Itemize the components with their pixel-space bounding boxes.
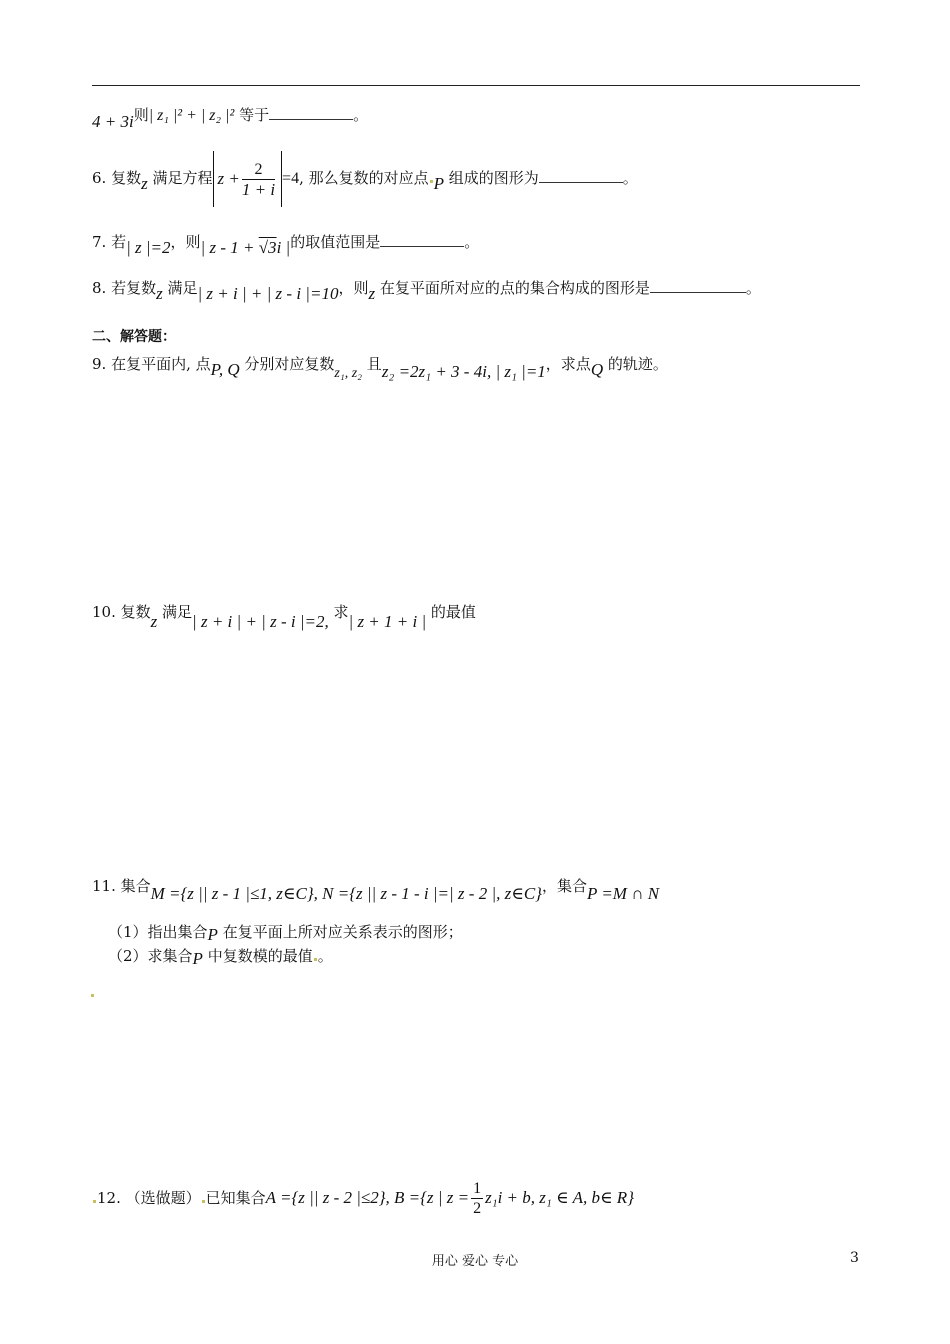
header-rule bbox=[92, 85, 860, 86]
q11-P: P =M ∩ N bbox=[587, 884, 660, 903]
q6-P: P bbox=[433, 174, 445, 193]
question-6 bbox=[92, 150, 638, 207]
q6-z-plus: z + bbox=[217, 169, 240, 188]
q12-frac-num: 1 bbox=[473, 1179, 482, 1197]
q11-sub2-end: 。 bbox=[317, 947, 333, 965]
q11-number: 11. 集合 bbox=[92, 877, 151, 895]
q12-frac-den: 2 bbox=[473, 1199, 482, 1217]
stray-dot bbox=[91, 994, 94, 997]
math-4-3i: 4 + 3i bbox=[92, 112, 134, 131]
q12-number: 12. （选做题） bbox=[97, 1189, 201, 1207]
q6-frac-num: 2 bbox=[242, 161, 275, 180]
q6-text2: , 那么复数的对应点 bbox=[299, 169, 429, 187]
q6-frac-den: 1 + i bbox=[241, 179, 276, 199]
q6-z: z bbox=[141, 174, 148, 193]
q9-Q: Q bbox=[590, 360, 604, 379]
q10-text3: 的最值 bbox=[426, 603, 476, 621]
q8-cond: | z + i | + | z - i |=10 bbox=[197, 284, 339, 303]
q11-sub2 bbox=[108, 946, 333, 966]
q8-answer-blank bbox=[650, 278, 746, 293]
text-end: 。 bbox=[353, 106, 369, 124]
q9-text2: 且 bbox=[362, 355, 382, 373]
q11-sets: M ={z || z - 1 |≤1, z∈C}, N ={z || z - 1 - i |=| z - 2 |, z∈C} bbox=[150, 884, 542, 903]
q11-dot bbox=[314, 958, 317, 961]
text-ze: 则 bbox=[133, 106, 149, 124]
q11-sub2-a: （2）求集合 bbox=[108, 947, 193, 965]
question-7 bbox=[92, 232, 480, 257]
q12-dot-a bbox=[93, 1200, 96, 1203]
q6-text3: 组成的图形为 bbox=[444, 169, 539, 187]
q10-text1: 满足 bbox=[157, 603, 193, 621]
page-number: 3 bbox=[850, 1250, 859, 1266]
q9-cond: z₂ =2z₁ + 3 - 4i, | z₁ |=1 bbox=[381, 362, 546, 381]
q11-text1: ，集合 bbox=[541, 877, 587, 895]
question-8 bbox=[92, 278, 761, 303]
q8-number: 8. 若复数 bbox=[92, 279, 157, 297]
q6-end: 。 bbox=[622, 169, 638, 187]
answer-blank-top bbox=[269, 105, 353, 120]
q7-end: 。 bbox=[464, 233, 480, 251]
q8-text1: 满足 bbox=[162, 279, 198, 297]
q6-abs bbox=[213, 151, 283, 207]
text-dengyu: 等于 bbox=[239, 106, 270, 124]
q12-B-rest: z₁i + b, z₁ ∈ A, b∈ R} bbox=[485, 1188, 634, 1207]
q8-text2: ，则 bbox=[338, 279, 369, 297]
q7-number: 7. 若 bbox=[92, 233, 127, 251]
q10-z: z bbox=[150, 612, 158, 631]
q12-dot-b bbox=[202, 1200, 205, 1203]
line-top bbox=[92, 106, 369, 133]
q6-number: 6. 复数 bbox=[92, 169, 142, 187]
q11-sub2-b: 中复数模的最值 bbox=[202, 947, 313, 965]
q11-sub1 bbox=[108, 922, 463, 942]
q9-text4: 的轨迹。 bbox=[603, 355, 668, 373]
q8-end: 。 bbox=[745, 279, 761, 297]
q8-z2: z bbox=[368, 284, 376, 303]
q6-answer-blank bbox=[539, 168, 623, 183]
q7-sqrt: √3 bbox=[258, 238, 277, 257]
math-modulus-sum: | z₁ |² + | z₂ |² bbox=[148, 107, 235, 124]
q12-fraction bbox=[471, 1180, 483, 1219]
q9-text3: ，求点 bbox=[545, 355, 591, 373]
q9-z1z2: z₁, z₂ bbox=[334, 366, 363, 381]
q12-sets: A ={z || z - 2 |≤2}, B ={z | z = bbox=[265, 1188, 470, 1207]
q6-fraction bbox=[242, 161, 275, 200]
q11-sub1-P: P bbox=[207, 925, 218, 944]
q7-expr bbox=[201, 238, 291, 257]
q6-dot bbox=[430, 180, 433, 183]
question-11 bbox=[92, 876, 660, 903]
q9-number: 9. 在复平面内, 点 bbox=[92, 355, 211, 373]
question-10 bbox=[92, 602, 476, 631]
q6-eq4: =4 bbox=[282, 170, 300, 187]
question-12 bbox=[92, 1176, 634, 1220]
q12-text1: 已知集合 bbox=[205, 1189, 266, 1207]
q10-number: 10. 复数 bbox=[92, 603, 151, 621]
q11-sub1-b: 在复平面上所对应关系表示的图形； bbox=[217, 923, 463, 941]
q8-text3: 在复平面所对应的点的集合构成的图形是 bbox=[375, 279, 650, 297]
q7-expr-a: | z - 1 + bbox=[200, 238, 259, 257]
q7-text1: ，则 bbox=[170, 233, 201, 251]
q7-expr-b: i | bbox=[276, 238, 291, 257]
q9-text1: 分别对应复数 bbox=[239, 355, 335, 373]
section-heading: 二、解答题： bbox=[92, 329, 176, 345]
question-9 bbox=[92, 354, 668, 381]
q7-cond: | z |=2 bbox=[126, 238, 171, 257]
q8-z: z bbox=[156, 284, 163, 303]
q11-sub2-P: P bbox=[192, 949, 203, 968]
q10-expr: | z + 1 + i | bbox=[348, 612, 427, 631]
q7-text2: 的取值范围是 bbox=[290, 233, 381, 251]
footer-slogan: 用心 爱心 专心 bbox=[431, 1254, 519, 1269]
q7-answer-blank bbox=[380, 232, 464, 247]
q11-sub1-a: （1）指出集合 bbox=[108, 923, 208, 941]
q10-cond: | z + i | + | z - i |=2, bbox=[192, 612, 329, 631]
q6-text1: 满足方程 bbox=[147, 169, 213, 187]
q10-text2: 求 bbox=[328, 603, 349, 621]
q9-PQ: P, Q bbox=[210, 360, 240, 379]
